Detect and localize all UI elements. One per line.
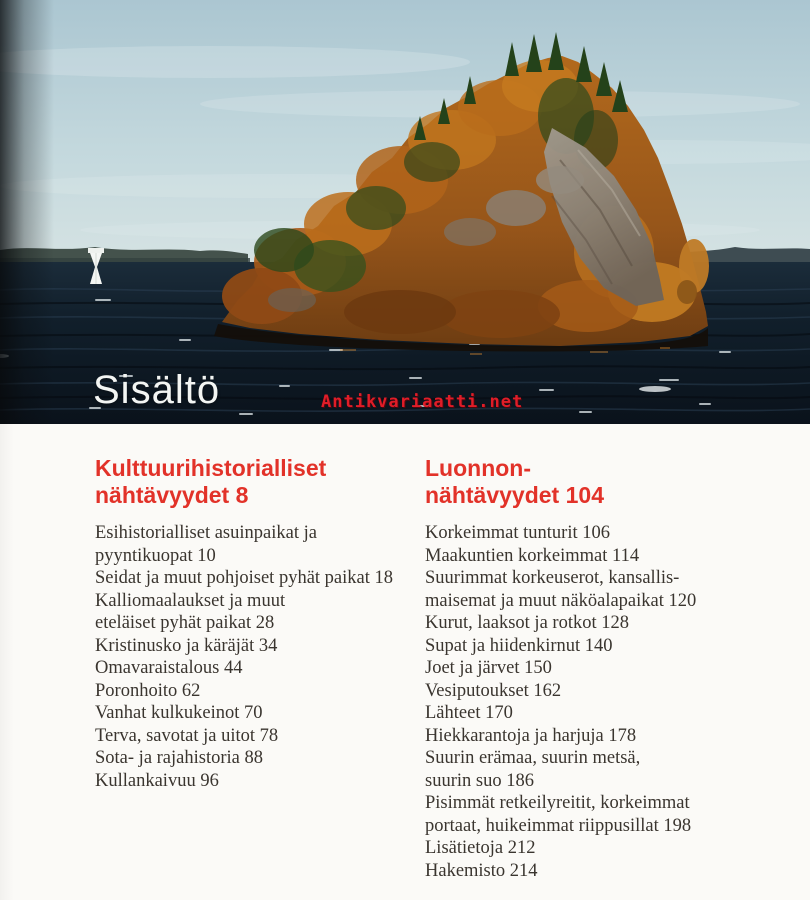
toc-heading-line: Luonnon- <box>425 455 532 481</box>
toc-line: Kurut, laaksot ja rotkot 128 <box>425 613 629 633</box>
toc-line: suurin suo 186 <box>425 770 534 791</box>
toc-column-nature <box>425 455 740 882</box>
island-photo <box>0 0 810 424</box>
toc-line: Omavaraistalous 44 <box>95 658 243 678</box>
toc-line: Kullankaivuu 96 <box>95 770 219 791</box>
toc-line: Lisätietoja 212 <box>425 838 536 858</box>
toc-line: Maakuntien korkeimmat 114 <box>425 545 640 566</box>
toc-line: Suurin erämaa, suurin metsä, <box>425 748 641 768</box>
page-title: Sisältö <box>93 368 221 412</box>
toc-entries-cultural <box>95 522 417 792</box>
toc-column-cultural <box>95 455 417 792</box>
toc-heading-line: Kulttuurihistorialliset <box>95 455 327 481</box>
toc-entries-nature <box>425 522 740 882</box>
toc-heading-line: nähtävyydet 8 <box>95 482 249 508</box>
toc-line: Korkeimmat tunturit 106 <box>425 523 610 543</box>
toc-line: Seidat ja muut pohjoiset pyhät paikat 18 <box>95 568 394 588</box>
toc-line: Hakemisto 214 <box>425 860 538 881</box>
toc-line: Kalliomaalaukset ja muut <box>95 590 286 611</box>
toc-line: Vanhat kulkukeinot 70 <box>95 703 263 723</box>
toc-heading-nature <box>425 455 740 509</box>
toc-line: pyyntikuopat 10 <box>95 545 216 566</box>
toc-line: Poronhoito 62 <box>95 680 201 701</box>
toc-line: Joet ja järvet 150 <box>425 658 552 678</box>
toc-line: Sota- ja rajahistoria 88 <box>95 748 263 768</box>
toc-line: Lähteet 170 <box>425 703 513 723</box>
toc-line: Esihistorialliset asuinpaikat ja <box>95 523 317 543</box>
spine-shadow <box>0 0 54 424</box>
toc-line: Supat ja hiidenkirnut 140 <box>425 635 613 656</box>
toc-line: Hiekkarantoja ja harjuja 178 <box>425 725 637 746</box>
watermark-text: Antikvariaatti.net <box>321 392 524 412</box>
toc-line: Kristinusko ja käräjät 34 <box>95 635 278 656</box>
toc-line: portaat, huikeimmat riippusillat 198 <box>425 815 692 836</box>
toc-heading-cultural <box>95 455 417 509</box>
toc-line: Terva, savotat ja uitot 78 <box>95 725 279 746</box>
table-of-contents <box>0 424 810 900</box>
toc-line: Pisimmät retkeilyreitit, korkeimmat <box>425 793 690 813</box>
toc-line: maisemat ja muut näköalapaikat 120 <box>425 590 697 611</box>
toc-line: Suurimmat korkeuserot, kansallis- <box>425 568 680 588</box>
toc-line: eteläiset pyhät paikat 28 <box>95 613 275 633</box>
toc-line: Vesiputoukset 162 <box>425 680 562 701</box>
toc-heading-line: nähtävyydet 104 <box>425 482 604 508</box>
island-photo-graphic <box>0 0 810 424</box>
